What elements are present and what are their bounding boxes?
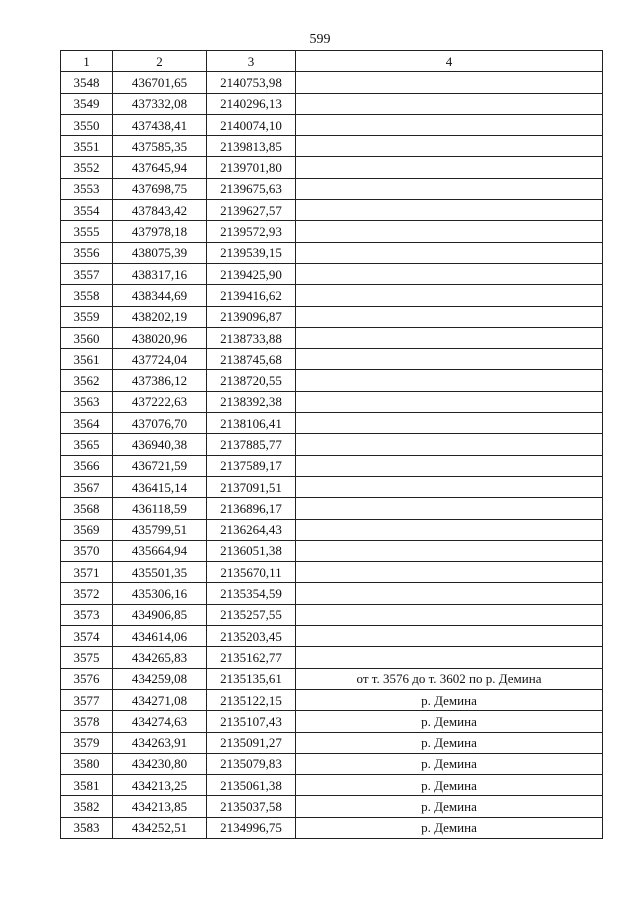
note-cell xyxy=(296,157,603,178)
table-row xyxy=(61,114,603,135)
column-header-3: 3 xyxy=(207,51,296,72)
table-row xyxy=(61,72,603,93)
note-cell xyxy=(296,178,603,199)
x-coordinate-cell: 435664,94 xyxy=(113,540,207,561)
note-cell: р. Демина xyxy=(296,775,603,796)
table-row xyxy=(61,775,603,796)
y-coordinate-cell: 2136896,17 xyxy=(207,498,296,519)
x-coordinate-cell: 436721,59 xyxy=(113,455,207,476)
note-cell xyxy=(296,434,603,455)
y-coordinate-cell: 2134996,75 xyxy=(207,817,296,838)
note-cell: р. Демина xyxy=(296,732,603,753)
table-row xyxy=(61,519,603,540)
note-cell xyxy=(296,583,603,604)
note-cell xyxy=(296,476,603,497)
y-coordinate-cell: 2139425,90 xyxy=(207,263,296,284)
table-row xyxy=(61,221,603,242)
point-number-cell: 3556 xyxy=(61,242,113,263)
x-coordinate-cell: 436940,38 xyxy=(113,434,207,455)
x-coordinate-cell: 436415,14 xyxy=(113,476,207,497)
note-cell xyxy=(296,136,603,157)
note-cell xyxy=(296,306,603,327)
point-number-cell: 3580 xyxy=(61,753,113,774)
table-row xyxy=(61,413,603,434)
table-row xyxy=(61,242,603,263)
y-coordinate-cell: 2135135,61 xyxy=(207,668,296,689)
y-coordinate-cell: 2139675,63 xyxy=(207,178,296,199)
table-row xyxy=(61,200,603,221)
x-coordinate-cell: 435306,16 xyxy=(113,583,207,604)
y-coordinate-cell: 2138733,88 xyxy=(207,327,296,348)
column-header-2: 2 xyxy=(113,51,207,72)
point-number-cell: 3549 xyxy=(61,93,113,114)
table-row xyxy=(61,434,603,455)
point-number-cell: 3573 xyxy=(61,604,113,625)
note-cell xyxy=(296,455,603,476)
point-number-cell: 3569 xyxy=(61,519,113,540)
x-coordinate-cell: 436701,65 xyxy=(113,72,207,93)
note-cell xyxy=(296,370,603,391)
x-coordinate-cell: 438344,69 xyxy=(113,285,207,306)
table-row xyxy=(61,306,603,327)
x-coordinate-cell: 434265,83 xyxy=(113,647,207,668)
table-row xyxy=(61,498,603,519)
table-row xyxy=(61,583,603,604)
point-number-cell: 3551 xyxy=(61,136,113,157)
x-coordinate-cell: 437222,63 xyxy=(113,391,207,412)
point-number-cell: 3570 xyxy=(61,540,113,561)
point-number-cell: 3581 xyxy=(61,775,113,796)
x-coordinate-cell: 434906,85 xyxy=(113,604,207,625)
table-header-row xyxy=(61,51,603,72)
y-coordinate-cell: 2135091,27 xyxy=(207,732,296,753)
table-row xyxy=(61,285,603,306)
table-row xyxy=(61,349,603,370)
note-cell xyxy=(296,72,603,93)
page-number: 599 xyxy=(309,32,331,47)
note-cell xyxy=(296,604,603,625)
y-coordinate-cell: 2135670,11 xyxy=(207,562,296,583)
table-row xyxy=(61,455,603,476)
note-cell xyxy=(296,519,603,540)
x-coordinate-cell: 436118,59 xyxy=(113,498,207,519)
point-number-cell: 3554 xyxy=(61,200,113,221)
table-row xyxy=(61,732,603,753)
point-number-cell: 3552 xyxy=(61,157,113,178)
table-row xyxy=(61,263,603,284)
y-coordinate-cell: 2135122,15 xyxy=(207,689,296,710)
point-number-cell: 3553 xyxy=(61,178,113,199)
y-coordinate-cell: 2137885,77 xyxy=(207,434,296,455)
point-number-cell: 3564 xyxy=(61,413,113,434)
y-coordinate-cell: 2135162,77 xyxy=(207,647,296,668)
point-number-cell: 3575 xyxy=(61,647,113,668)
point-number-cell: 3576 xyxy=(61,668,113,689)
y-coordinate-cell: 2140753,98 xyxy=(207,72,296,93)
y-coordinate-cell: 2135061,38 xyxy=(207,775,296,796)
note-cell: р. Демина xyxy=(296,817,603,838)
y-coordinate-cell: 2135257,55 xyxy=(207,604,296,625)
x-coordinate-cell: 438317,16 xyxy=(113,263,207,284)
y-coordinate-cell: 2135107,43 xyxy=(207,711,296,732)
point-number-cell: 3571 xyxy=(61,562,113,583)
note-cell xyxy=(296,349,603,370)
point-number-cell: 3578 xyxy=(61,711,113,732)
point-number-cell: 3583 xyxy=(61,817,113,838)
y-coordinate-cell: 2139572,93 xyxy=(207,221,296,242)
table-row xyxy=(61,178,603,199)
table-row xyxy=(61,817,603,838)
y-coordinate-cell: 2138720,55 xyxy=(207,370,296,391)
point-number-cell: 3565 xyxy=(61,434,113,455)
x-coordinate-cell: 434213,85 xyxy=(113,796,207,817)
note-cell: р. Демина xyxy=(296,753,603,774)
y-coordinate-cell: 2139096,87 xyxy=(207,306,296,327)
table-row xyxy=(61,626,603,647)
x-coordinate-cell: 434274,63 xyxy=(113,711,207,732)
column-header-1: 1 xyxy=(61,51,113,72)
table-row xyxy=(61,540,603,561)
y-coordinate-cell: 2140074,10 xyxy=(207,114,296,135)
x-coordinate-cell: 437076,70 xyxy=(113,413,207,434)
note-cell: р. Демина xyxy=(296,711,603,732)
x-coordinate-cell: 434259,08 xyxy=(113,668,207,689)
point-number-cell: 3572 xyxy=(61,583,113,604)
x-coordinate-cell: 437645,94 xyxy=(113,157,207,178)
point-number-cell: 3582 xyxy=(61,796,113,817)
y-coordinate-cell: 2139701,80 xyxy=(207,157,296,178)
note-cell: р. Демина xyxy=(296,689,603,710)
table-row xyxy=(61,796,603,817)
point-number-cell: 3566 xyxy=(61,455,113,476)
table-row xyxy=(61,370,603,391)
note-cell xyxy=(296,327,603,348)
point-number-cell: 3550 xyxy=(61,114,113,135)
x-coordinate-cell: 434213,25 xyxy=(113,775,207,796)
note-cell xyxy=(296,200,603,221)
y-coordinate-cell: 2138745,68 xyxy=(207,349,296,370)
table-row xyxy=(61,647,603,668)
x-coordinate-cell: 437438,41 xyxy=(113,114,207,135)
y-coordinate-cell: 2135079,83 xyxy=(207,753,296,774)
point-number-cell: 3579 xyxy=(61,732,113,753)
note-cell xyxy=(296,391,603,412)
note-cell xyxy=(296,242,603,263)
note-cell xyxy=(296,285,603,306)
x-coordinate-cell: 438020,96 xyxy=(113,327,207,348)
x-coordinate-cell: 434252,51 xyxy=(113,817,207,838)
note-cell xyxy=(296,626,603,647)
y-coordinate-cell: 2135203,45 xyxy=(207,626,296,647)
x-coordinate-cell: 435501,35 xyxy=(113,562,207,583)
y-coordinate-cell: 2137091,51 xyxy=(207,476,296,497)
table-row xyxy=(61,157,603,178)
x-coordinate-cell: 437585,35 xyxy=(113,136,207,157)
coordinates-table xyxy=(60,50,603,839)
note-cell xyxy=(296,263,603,284)
note-cell: р. Демина xyxy=(296,796,603,817)
point-number-cell: 3555 xyxy=(61,221,113,242)
y-coordinate-cell: 2135354,59 xyxy=(207,583,296,604)
point-number-cell: 3561 xyxy=(61,349,113,370)
table-row xyxy=(61,562,603,583)
x-coordinate-cell: 434230,80 xyxy=(113,753,207,774)
y-coordinate-cell: 2135037,58 xyxy=(207,796,296,817)
note-cell xyxy=(296,413,603,434)
table-row xyxy=(61,753,603,774)
table-row xyxy=(61,93,603,114)
table-row xyxy=(61,711,603,732)
column-header-4: 4 xyxy=(296,51,603,72)
table-row xyxy=(61,327,603,348)
point-number-cell: 3548 xyxy=(61,72,113,93)
note-cell xyxy=(296,114,603,135)
x-coordinate-cell: 438075,39 xyxy=(113,242,207,263)
table-row xyxy=(61,689,603,710)
x-coordinate-cell: 435799,51 xyxy=(113,519,207,540)
x-coordinate-cell: 438202,19 xyxy=(113,306,207,327)
point-number-cell: 3568 xyxy=(61,498,113,519)
note-cell xyxy=(296,221,603,242)
x-coordinate-cell: 437724,04 xyxy=(113,349,207,370)
point-number-cell: 3557 xyxy=(61,263,113,284)
table-row xyxy=(61,604,603,625)
x-coordinate-cell: 434614,06 xyxy=(113,626,207,647)
x-coordinate-cell: 434263,91 xyxy=(113,732,207,753)
table-row xyxy=(61,476,603,497)
note-cell xyxy=(296,562,603,583)
point-number-cell: 3560 xyxy=(61,327,113,348)
table-row xyxy=(61,136,603,157)
x-coordinate-cell: 437843,42 xyxy=(113,200,207,221)
table-row xyxy=(61,668,603,689)
note-cell xyxy=(296,93,603,114)
y-coordinate-cell: 2137589,17 xyxy=(207,455,296,476)
point-number-cell: 3559 xyxy=(61,306,113,327)
y-coordinate-cell: 2139539,15 xyxy=(207,242,296,263)
point-number-cell: 3562 xyxy=(61,370,113,391)
y-coordinate-cell: 2140296,13 xyxy=(207,93,296,114)
note-cell: от т. 3576 до т. 3602 по р. Демина xyxy=(296,668,603,689)
note-cell xyxy=(296,498,603,519)
table-row xyxy=(61,391,603,412)
point-number-cell: 3563 xyxy=(61,391,113,412)
y-coordinate-cell: 2138392,38 xyxy=(207,391,296,412)
x-coordinate-cell: 437698,75 xyxy=(113,178,207,199)
point-number-cell: 3574 xyxy=(61,626,113,647)
point-number-cell: 3567 xyxy=(61,476,113,497)
x-coordinate-cell: 437332,08 xyxy=(113,93,207,114)
x-coordinate-cell: 434271,08 xyxy=(113,689,207,710)
y-coordinate-cell: 2138106,41 xyxy=(207,413,296,434)
point-number-cell: 3558 xyxy=(61,285,113,306)
y-coordinate-cell: 2136051,38 xyxy=(207,540,296,561)
x-coordinate-cell: 437386,12 xyxy=(113,370,207,391)
y-coordinate-cell: 2139416,62 xyxy=(207,285,296,306)
x-coordinate-cell: 437978,18 xyxy=(113,221,207,242)
y-coordinate-cell: 2136264,43 xyxy=(207,519,296,540)
y-coordinate-cell: 2139813,85 xyxy=(207,136,296,157)
y-coordinate-cell: 2139627,57 xyxy=(207,200,296,221)
note-cell xyxy=(296,647,603,668)
point-number-cell: 3577 xyxy=(61,689,113,710)
note-cell xyxy=(296,540,603,561)
